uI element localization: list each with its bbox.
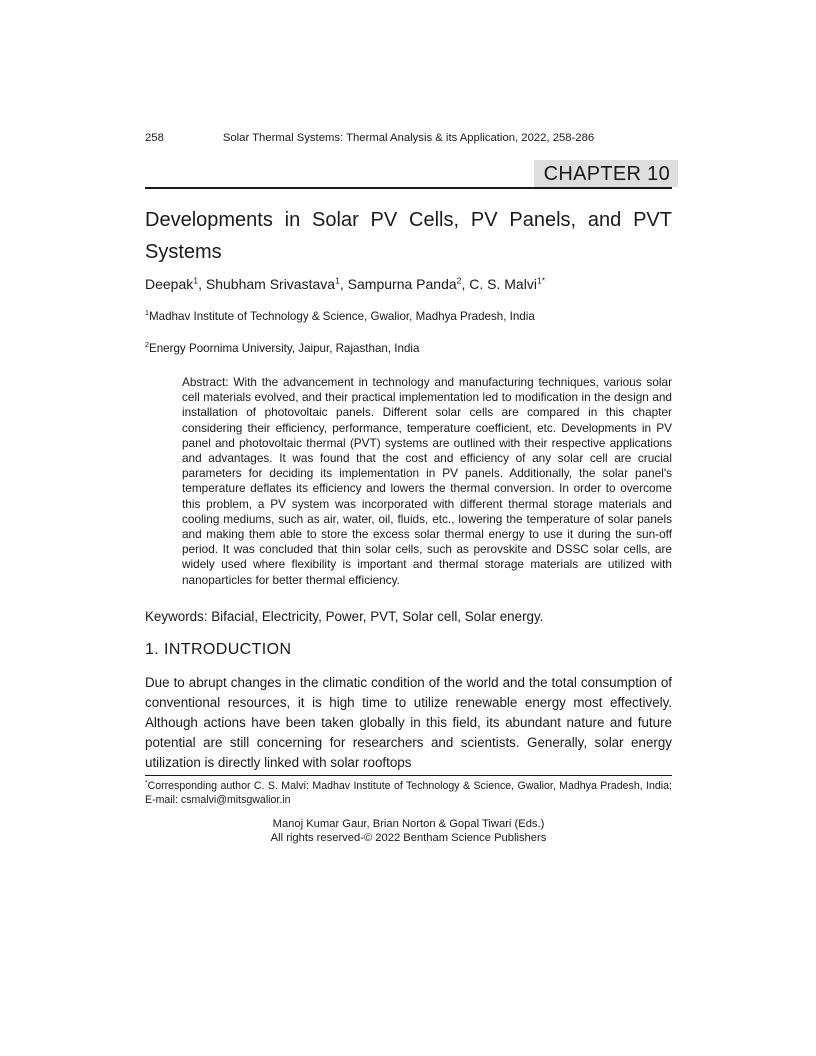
keywords-label: Keywords: <box>145 608 208 624</box>
affiliation-marker: 1 <box>145 308 149 318</box>
affiliation <box>145 341 672 356</box>
author-list <box>145 276 672 293</box>
publisher-footer <box>145 817 672 846</box>
author-affiliation-marker: 1 <box>193 275 199 286</box>
abstract-label: Abstract: <box>182 375 229 389</box>
affiliation-text: Energy Poornima University, Jaipur, Rajasthan, India <box>149 342 420 355</box>
introduction-paragraph: Due to abrupt changes in the climatic condition of the world and the total consumption of conventional resources, it is high time to utilize renewable energy most effectively. Although actions have been taken globally in this field, its abundant nature and future potential are still concerning for researchers and scientists. Generally, solar energy utilization is directly linked with solar rooftops <box>145 674 672 770</box>
page-number: 258 <box>145 132 164 144</box>
author-name: C. S. Malvi <box>469 276 537 292</box>
running-title: Solar Thermal Systems: Thermal Analysis & its Application, 2022, 258-286 <box>222 132 595 144</box>
keywords-text: Bifacial, Electricity, Power, PVT, Solar cell, Solar energy. <box>207 608 544 624</box>
copyright-line: All rights reserved-© 2022 Bentham Science Publishers <box>270 832 547 845</box>
author-affiliation-marker: 1 <box>335 275 340 286</box>
abstract <box>182 375 672 588</box>
running-header <box>145 131 672 146</box>
footnote-email: csmalvi@mitsgwalior.in <box>180 793 291 806</box>
author-name: Deepak <box>145 276 194 292</box>
affiliation-marker: 2 <box>145 340 149 350</box>
corresponding-author-footnote <box>145 775 672 807</box>
author-separator: , <box>198 276 206 292</box>
section-heading-introduction: 1. INTRODUCTION <box>145 640 292 658</box>
keywords <box>145 608 672 625</box>
chapter-rule <box>145 160 672 189</box>
chapter-title: Developments in Solar PV Cells, PV Panels, and PVT Systems <box>145 209 672 263</box>
editors-line: Manoj Kumar Gaur, Brian Norton & Gopal Tiwari (Eds.) <box>272 817 545 830</box>
author-separator: , <box>339 276 348 292</box>
page-content <box>145 131 672 846</box>
footnote-marker: * <box>145 779 148 787</box>
affiliation-text: Madhav Institute of Technology & Science, Gwalior, Madhya Pradesh, India <box>149 310 535 323</box>
author-affiliation-marker: 2 <box>456 275 462 286</box>
abstract-text: With the advancement in technology and manufacturing techniques, various solar cell materials evolved, and their practical implementation led to modification in the design and installation of photovoltaic panels. Different solar cells are compared in this chapter considering their efficiency, performance, temperature coefficient, etc. Developments in PV panel and photovoltaic thermal (PVT) systems are outlined with their respective applications and advantages. It was found that the cost and efficiency of any solar cell are crucial parameters for deciding its implementation in PV panels. Additionally, the solar panel's temperature deflates its efficiency and lowers the thermal conversion. In order to overcome this problem, a PV system was incorporated with different thermal storage materials and cooling mediums, such as air, water, oil, fluids, etc., lowering the temperature of solar panels and making them able to store the excess solar thermal energy to use it during the sun-off period. It was concluded that thin solar cells, such as perovskite and DSSC solar cells, are widely used where flexibility is important and thermal storage materials are utilized with nanoparticles for better thermal efficiency. <box>182 375 672 587</box>
author-affiliation-marker: 1* <box>536 275 546 286</box>
affiliation <box>145 309 672 324</box>
chapter-badge: CHAPTER 10 <box>534 160 678 187</box>
author-name: Sampurna Panda <box>347 276 457 292</box>
footnote-text: Corresponding author C. S. Malvi: Madhav Institute of Technology & Science, Gwalior, Madhya Pradesh, India; E-mail: <box>145 779 672 806</box>
author-separator: , <box>461 276 470 292</box>
author-name: Shubham Srivastava <box>205 276 336 292</box>
